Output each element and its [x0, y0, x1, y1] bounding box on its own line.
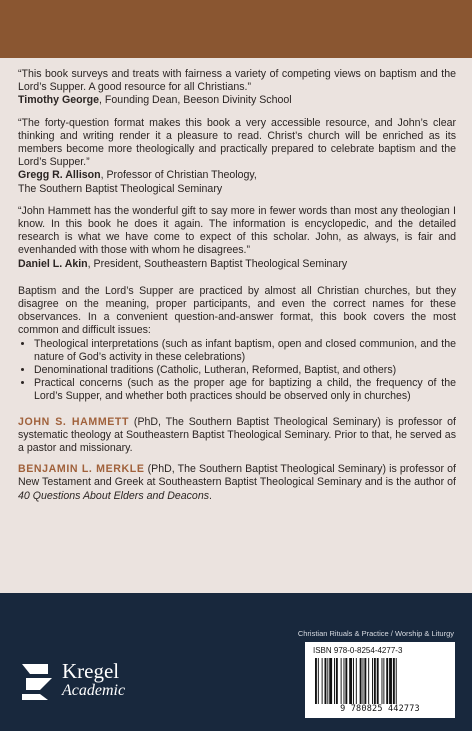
barcode-bar — [364, 658, 366, 704]
publisher-name: Kregel — [62, 659, 120, 683]
author-name: BENJAMIN L. MERKLE — [18, 463, 145, 476]
endorsement-3 — [18, 205, 456, 271]
author-bio-1: JOHN S. HAMMETT (PhD, The Southern Baptist Theological Seminary) is professor of systematic theology at Southeastern Baptist Theological Seminary. Prior to that, he served as a pastor and missionary. — [18, 415, 456, 455]
barcode-bar — [386, 658, 388, 704]
barcode-bar — [315, 658, 317, 704]
barcode-bar — [325, 658, 327, 704]
barcode-bar — [356, 658, 357, 704]
endorsement-attribution-line2: The Southern Baptist Theological Seminary — [18, 182, 223, 195]
barcode-digits: 9 780825 442773 — [340, 704, 420, 714]
description-intro: Baptism and the Lord’s Supper are practiced by almost all Christian churches, but they disagree on the meaning, proper participants, and even the correct names for these observances. In a convenient question-and-answer format, this book covers the most common and difficult issues: — [18, 284, 456, 337]
book-description — [18, 285, 456, 404]
list-item: • Practical concerns (such as the proper age for baptizing a child, the frequency of the Lord’s Supper, and whether both practices should be observed only in churches) — [34, 377, 456, 403]
barcode-bar — [334, 658, 335, 704]
top-color-band — [0, 0, 472, 58]
barcode-bar — [389, 658, 392, 704]
kregel-logo-icon — [18, 660, 56, 704]
barcode-bar — [327, 658, 328, 704]
endorsement-2 — [18, 117, 456, 196]
barcode-bar — [383, 658, 384, 704]
cover-content — [18, 68, 456, 503]
endorsement-text: “John Hammett has the wonderful gift to say more in fewer words than most any theologian I know. In this book he does it again. The information is encyclopedic, and the detailed research is what we have come to expect of this scholar. John, as always, is fair and evenhanded with those with whom he disagrees.” — [18, 204, 456, 257]
barcode-bar — [374, 658, 376, 704]
author-bio-2: BENJAMIN L. MERKLE (PhD, The Southern Baptist Theological Seminary) is professor of New Testament and Greek at Southeastern Baptist Theological Seminary and is the author of 40 Questions About Elders and Deacons. — [18, 463, 456, 502]
category-label: Christian Rituals & Practice / Worship & Liturgy — [297, 629, 454, 638]
barcode-bar — [345, 658, 347, 704]
endorsement-text: “This book surveys and treats with fairness a variety of competing views on baptism and the Lord’s Supper. A good resource for all Christians.” — [18, 68, 456, 94]
endorsement-attribution: Gregg R. Allison, Professor of Christian Theology, — [18, 169, 257, 182]
barcode-bar — [360, 658, 362, 704]
barcode-bar — [329, 658, 332, 704]
barcode-bar — [363, 658, 364, 704]
barcode-bar — [349, 658, 352, 704]
endorsement-attribution: Timothy George, Founding Dean, Beeson Divinity School — [18, 94, 292, 107]
barcode-bar — [393, 658, 395, 704]
barcode-bar — [318, 658, 319, 704]
barcode-bar — [322, 658, 323, 704]
barcode-bar — [344, 658, 345, 704]
isbn-barcode — [305, 642, 455, 718]
issues-list — [18, 338, 456, 404]
endorsement-attribution: Daniel L. Akin, President, Southeastern Baptist Theological Seminary — [18, 257, 348, 270]
barcode-bar — [372, 658, 373, 704]
barcode-bar — [341, 658, 342, 704]
barcode-bar — [377, 658, 379, 704]
barcode-bar — [353, 658, 354, 704]
barcode-bar — [368, 658, 369, 704]
barcode-bars — [315, 658, 447, 704]
author-name: JOHN S. HAMMETT — [18, 415, 130, 428]
list-item: • Theological interpretations (such as infant baptism, open and closed communion, and the nature of God’s activity in these celebrations) — [34, 338, 456, 364]
barcode-bar — [382, 658, 383, 704]
publisher-logo — [18, 658, 128, 708]
book-title: 40 Questions About Elders and Deacons — [18, 489, 210, 502]
barcode-bar — [396, 658, 397, 704]
endorsement-text: “The forty-question format makes this book a very accessible resource, and John’s clear thinking and writing render it a pleasure to read. Christ’s church will be enriched as its members become more theologically and practically prepared to celebrate baptism and the Lord’s Supper.” — [18, 116, 456, 169]
isbn-label: ISBN 978-0-8254-4277-3 — [313, 646, 403, 655]
barcode-bar — [336, 658, 338, 704]
publisher-imprint: Academic — [62, 682, 126, 699]
list-item: • Denominational traditions (Catholic, Lutheran, Reformed, Baptist, and others) — [34, 364, 456, 377]
endorsement-1 — [18, 68, 456, 108]
